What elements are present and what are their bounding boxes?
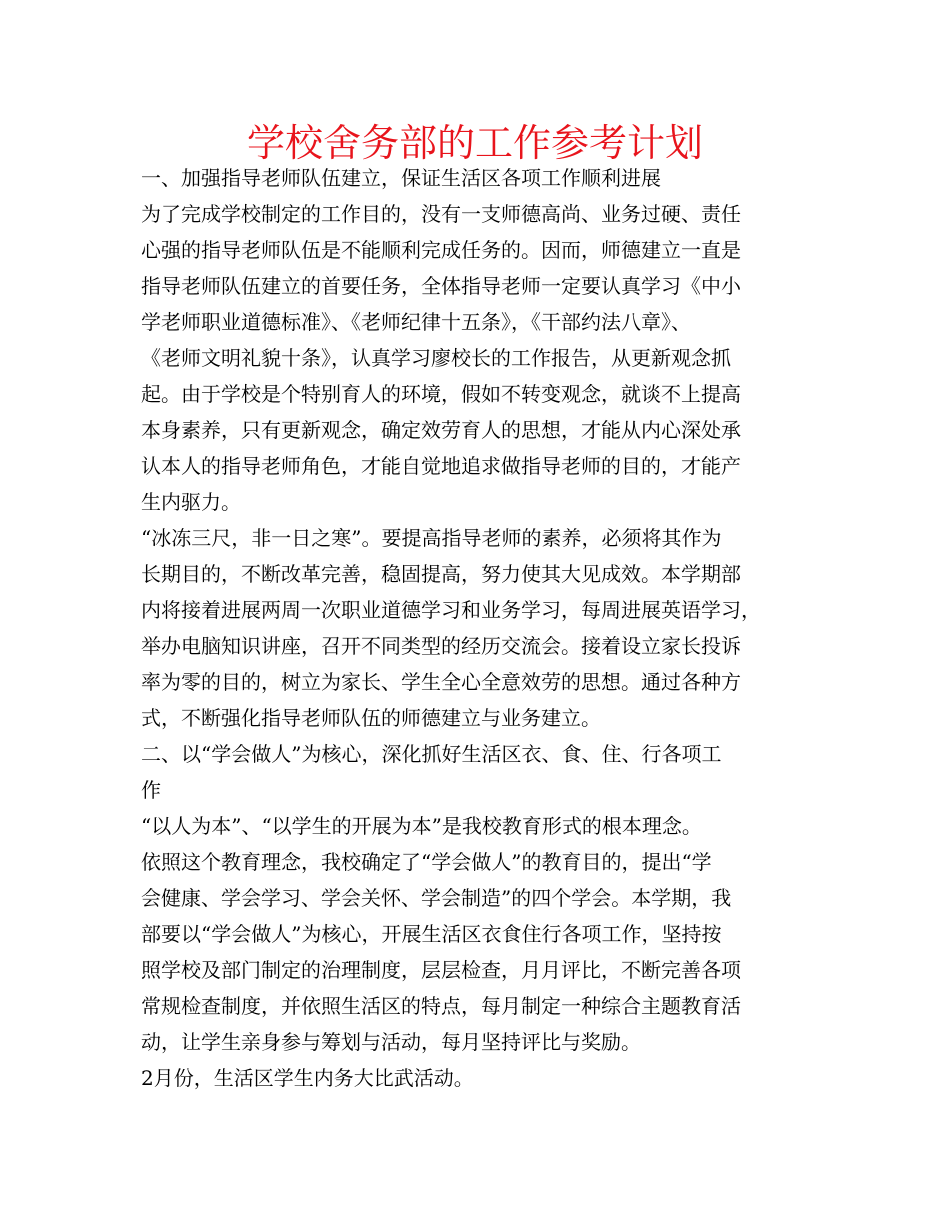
paragraph-line: 《老师文明礼貌十条》，认真学习廖校长的工作报告，从更新观念抓 <box>141 346 731 370</box>
paragraph-line: 起。由于学校是个特别育人的环境，假如不转变观念，就谈不上提高 <box>141 382 741 406</box>
paragraph-line: 本身素养，只有更新观念，确定效劳育人的思想，才能从内心深处承 <box>141 418 741 442</box>
section-heading-2-cont: 作 <box>141 778 161 802</box>
paragraph-line: 认本人的指导老师角色，才能自觉地追求做指导老师的目的，才能产 <box>141 454 741 478</box>
section-heading-2: 二、以“学会做人”为核心，深化抓好生活区衣、食、住、行各项工 <box>141 742 722 766</box>
paragraph-line: 生内驱力。 <box>141 490 241 514</box>
section-heading-1: 一、加强指导老师队伍建立，保证生活区各项工作顺利进展 <box>141 166 661 190</box>
paragraph-line: 长期目的，不断改革完善，稳固提高，努力使其大见成效。本学期部 <box>141 562 741 586</box>
paragraph-line: 举办电脑知识讲座，召开不同类型的经历交流会。接着设立家长投诉 <box>141 634 741 658</box>
paragraph-line: 为了完成学校制定的工作目的，没有一支师德高尚、业务过硬、责任 <box>141 202 741 226</box>
paragraph-line: 指导老师队伍建立的首要任务，全体指导老师一定要认真学习《中小 <box>141 274 741 298</box>
paragraph-line: 2月份，生活区学生内务大比武活动。 <box>141 1066 474 1090</box>
paragraph-line: 动，让学生亲身参与筹划与活动，每月坚持评比与奖励。 <box>141 1030 641 1054</box>
paragraph-line: 式，不断强化指导老师队伍的师德建立与业务建立。 <box>141 706 601 730</box>
document-title: 学校舍务部的工作参考计划 <box>246 121 703 165</box>
document-body <box>141 160 821 1096</box>
paragraph-line: 心强的指导老师队伍是不能顺利完成任务的。因而，师德建立一直是 <box>141 238 741 262</box>
paragraph-line: 学老师职业道德标准》、《老师纪律十五条》，《干部约法八章》、 <box>141 310 691 334</box>
paragraph-line: 内将接着进展两周一次职业道德学习和业务学习，每周进展英语学习， <box>141 598 761 622</box>
paragraph-line: 会健康、学会学习、学会关怀、学会制造”的四个学会。本学期，我 <box>141 886 732 910</box>
paragraph-line: 率为零的目的，树立为家长、学生全心全意效劳的思想。通过各种方 <box>141 670 741 694</box>
paragraph-line: “冰冻三尺，非一日之寒”。要提高指导老师的素养，必须将其作为 <box>141 526 722 550</box>
paragraph-line: 照学校及部门制定的治理制度，层层检查，月月评比，不断完善各项 <box>141 958 741 982</box>
paragraph-line: 常规检查制度，并依照生活区的特点，每月制定一种综合主题教育活 <box>141 994 741 1018</box>
paragraph-line: 部要以“学会做人”为核心，开展生活区衣食住行各项工作，坚持按 <box>141 922 722 946</box>
paragraph-line: 依照这个教育理念，我校确定了“学会做人”的教育目的，提出“学 <box>141 850 712 874</box>
paragraph-line: “以人为本”、“以学生的开展为本”是我校教育形式的根本理念。 <box>141 814 702 838</box>
